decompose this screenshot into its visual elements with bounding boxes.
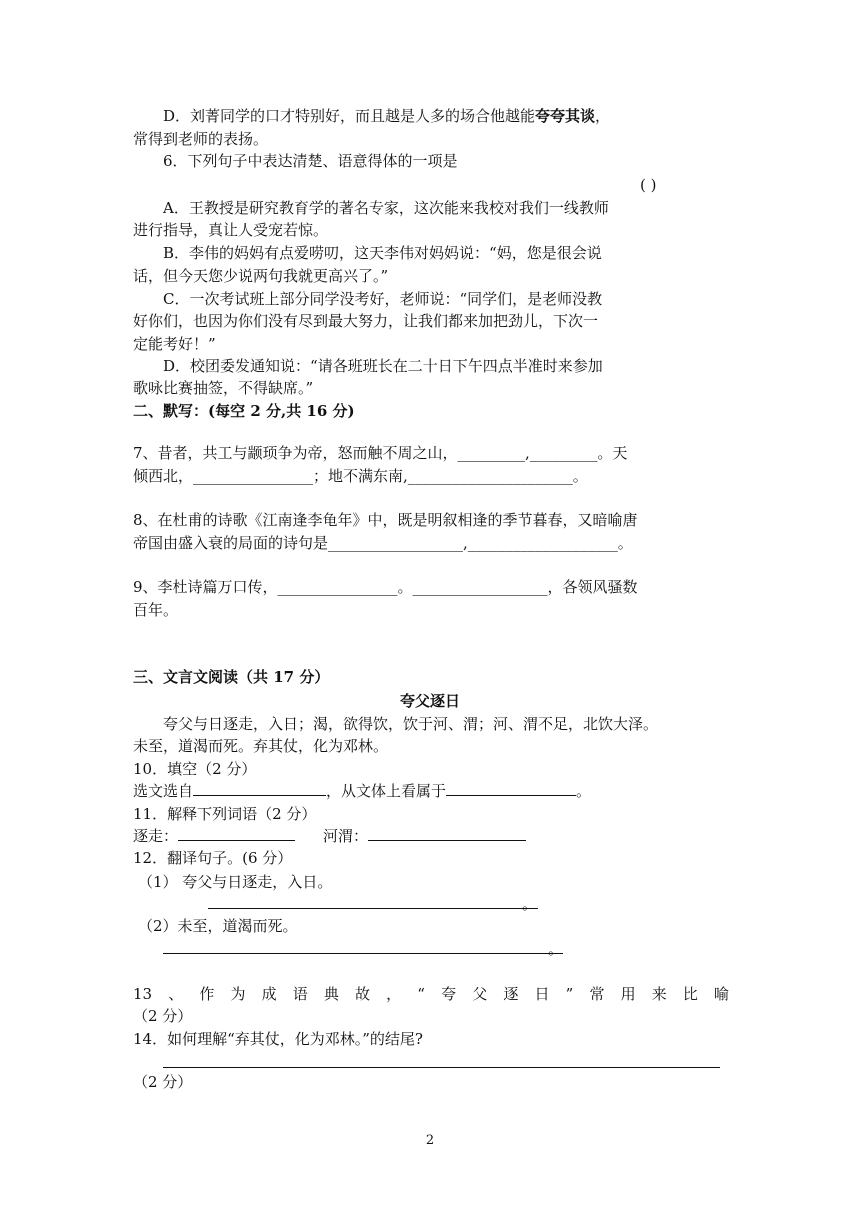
q14-score: （2 分） (133, 1073, 193, 1091)
q9-line2: 百年。 (133, 601, 179, 619)
q11-blank-1[interactable] (178, 825, 295, 841)
q10-stem: 10．填空（2 分） (133, 760, 257, 778)
q12-sub2-period: 。 (548, 940, 564, 958)
passage-line2: 未至，道渴而死。弃其仗，化为邓林。 (133, 737, 389, 755)
q11-blank-2[interactable] (368, 825, 526, 841)
q6-option-b-line2: 话，但今天您少说两句我就更高兴了。” (133, 267, 389, 285)
passage-line1: 夸父与日逐走，入日；渴，欲得饮，饮于河、渭；河、渭不足，北饮大泽。 (163, 715, 659, 733)
q14-stem: 14．如何理解“弃其仗，化为邓林。”的结尾? (133, 1030, 423, 1048)
q12-sub2-answer-line[interactable] (163, 953, 563, 954)
q5-option-d-line1: D．刘菁同学的口才特别好，而且越是人多的场合他越能夸夸其谈， (163, 107, 611, 125)
q11-stem: 11．解释下列词语（2 分） (133, 805, 317, 823)
q5-option-d-line2: 常得到老师的表扬。 (133, 130, 269, 148)
q6-option-a-line2: 进行指导，真让人受宠若惊。 (133, 221, 329, 239)
q8-line1: 8、在杜甫的诗歌《江南逢李龟年》中，既是明叙相逢的季节暮春，又暗喻唐 (133, 511, 638, 529)
q6-stem: 6．下列句子中表达清楚、语意得体的一项是 (163, 152, 458, 170)
q12-sub1-period: 。 (522, 895, 538, 913)
q7-line2: 倾西北，________________；地不满东南,______________________。 (133, 467, 588, 485)
q12-sub2: （2）未至，道渴而死。 (138, 917, 298, 935)
q8-line2: 帝国由盛入衰的局面的诗句是__________________,____________________。 (133, 534, 633, 552)
q14-answer-line[interactable] (163, 1067, 720, 1068)
passage-title: 夸父逐日 (399, 692, 460, 710)
q13-line2: （2 分） (133, 1007, 193, 1025)
q7-line1: 7、昔者，共工与颛顼争为帝，怒而触不周之山，_________,_________。天 (133, 444, 628, 462)
q6-option-c-line1: C．一次考试班上部分同学没考好，老师说：“同学们，是老师没教 (163, 290, 603, 308)
q10-blank-2[interactable] (446, 780, 576, 796)
section-3-heading: 三、文言文阅读（共 17 分） (133, 668, 330, 686)
q6-option-d-line1: D．校团委发通知说：“请各班班长在二十日下午四点半准时来参加 (163, 357, 603, 375)
q12-sub1: （1） 夸父与日逐走，入日。 (138, 873, 333, 891)
q12-sub1-answer-line[interactable] (208, 908, 538, 909)
q9-line1: 9、李杜诗篇万口传，________________。__________________，各领风骚数 (133, 578, 638, 596)
q6-answer-bracket[interactable]: ( ) (640, 176, 657, 194)
q12-stem: 12．翻译句子。(6 分） (133, 849, 293, 867)
q10-blank-1[interactable] (193, 780, 326, 796)
q11-fill-line: 逐走： 河渭： (133, 825, 526, 847)
q13-line1: 13、作为成语典故，“夸父逐日”常用来比喻 (133, 985, 729, 1003)
page-number: 2 (425, 1133, 435, 1148)
section-2-heading: 二、默写：(每空 2 分,共 16 分) (133, 402, 355, 420)
q6-option-b-line1: B．李伟的妈妈有点爱唠叨，这天李伟对妈妈说：“妈，您是很会说 (163, 244, 602, 262)
q10-fill-line: 选文选自 ，从文体上看属于 。 (133, 782, 592, 800)
q6-option-d-line2: 歌咏比赛抽签，不得缺席。” (133, 379, 314, 397)
q6-option-c-line2: 好你们，也因为你们没有尽到最大努力，让我们都来加把劲儿，下次一 (133, 312, 599, 330)
q6-option-a-line1: A．王教授是研究教育学的著名专家，这次能来我校对我们一线教师 (163, 199, 609, 217)
q6-option-c-line3: 定能考好！” (133, 335, 216, 353)
